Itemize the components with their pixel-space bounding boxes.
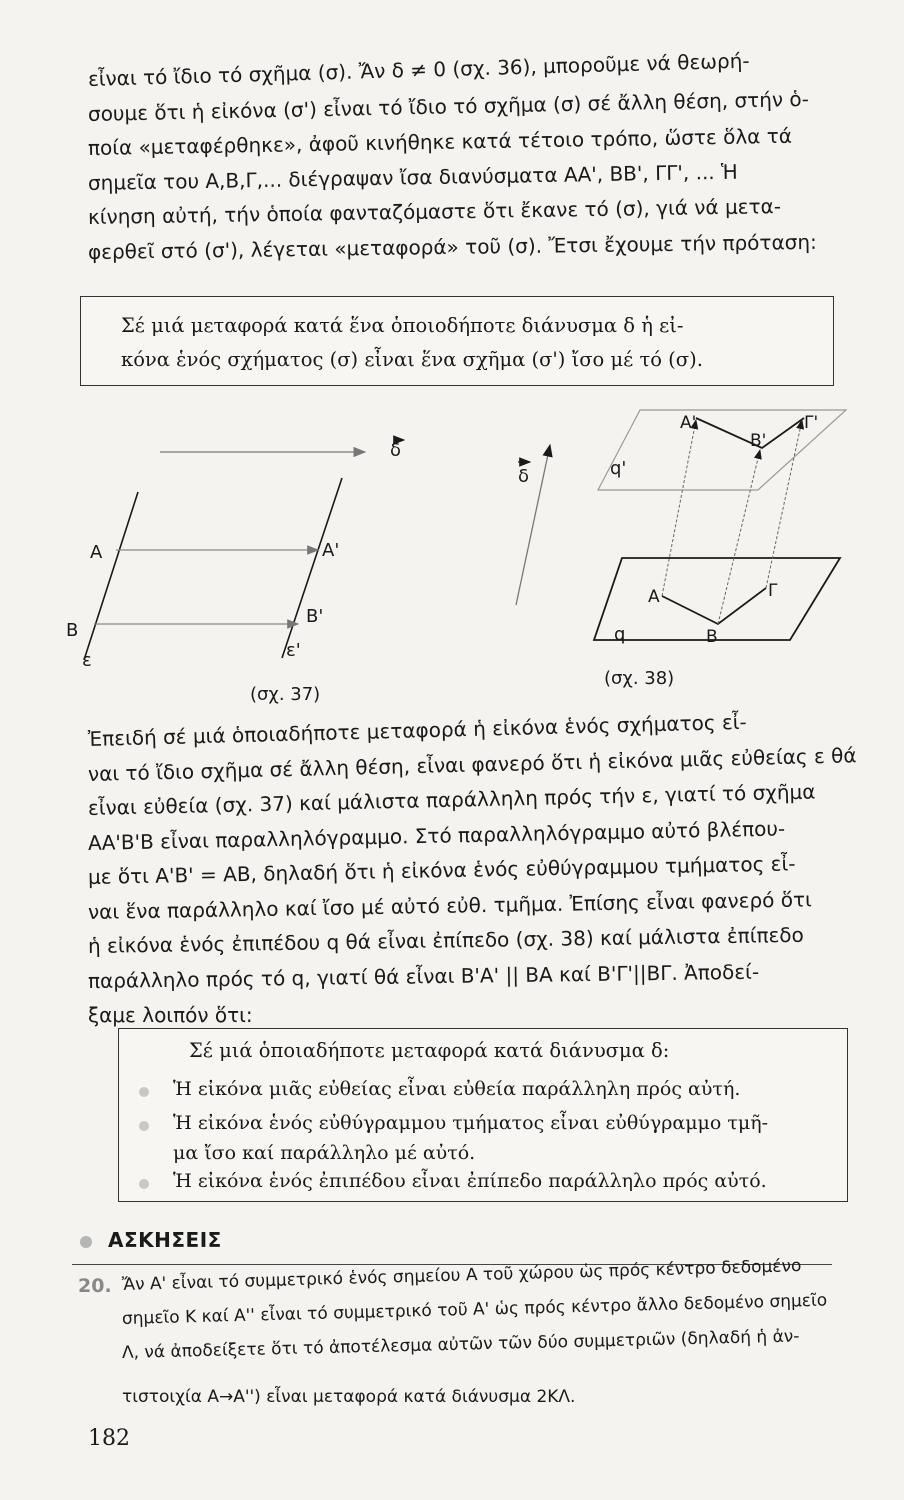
summary-item: Ἡ εἰκόνα μιᾶς εὐθείας εἶναι εὐθεία παράλληλη πρός αὐτή. [173,1078,741,1100]
summary-item: μα ἴσο καί παράλληλο μέ αὐτό. [173,1142,476,1164]
exercise-line: σημεῖο Κ καί Α'' εἶναι τό συμμετρικό τοῦ Α' ὡς πρός κέντρο ἄλλο δεδομένο σημεῖο [121,1290,828,1329]
text-line: σουμε ὅτι ἡ εἰκόνα (σ') εἶναι τό ἴδιο τό σχῆμα (σ) σέ ἄλλη θέση, στήν ὁ- [87,86,810,126]
point-A-prime-label: Α' [680,413,697,433]
line-epsilon [84,492,138,660]
text-line: με ὅτι Α'Β' = ΑΒ, δηλαδή ὅτι ἡ εἰκόνα ἑνός εὐθύγραμμου τμήματος εἶ- [87,851,796,889]
theorem-text [121,309,811,377]
figure-38 [490,400,860,670]
line-epsilon-prime [282,478,342,658]
broken-line [662,588,766,624]
point-B-prime-label: Β' [306,606,324,627]
point-A-prime-label: Α' [322,540,340,561]
epsilon-label: ε [82,650,92,671]
text-line: ἡ εἰκόνα ἑνός ἐπιπέδου q θά εἶναι ἐπίπεδο (σχ. 38) καί μάλιστα ἐπίπεδο [87,922,804,958]
exercise-text [121,1256,842,1414]
section-bullet-icon [80,1236,92,1248]
delta-label: δ [518,466,530,487]
point-B-prime-label: Β' [750,431,767,451]
exercise-line: τιστοιχία Α→Α'') εἶναι μεταφορά κατά διάνυσμα 2ΚΛ. [122,1387,576,1407]
exercises-heading: ΑΣΚΗΣΕΙΣ [108,1228,222,1252]
figure-37 [60,410,420,710]
theorem-line: Σέ μιά μεταφορά κατά ἕνα ὁποιοδήποτε διάνυσμα δ ἡ εἰ- [121,314,684,337]
summary-box [118,1028,848,1202]
exercise-number: 20. [78,1275,112,1297]
intro-paragraph [87,48,860,269]
summary-item: Ἡ εἰκόνα ἑνός ἐπιπέδου εἶναι ἐπίπεδο παράλληλο πρός αὐτό. [173,1170,767,1192]
bullet-icon [139,1179,149,1189]
page-number: 182 [88,1426,130,1451]
text-line: σημεῖα του Α,Β,Γ,... διέγραψαν ἴσα διανύσματα ΑΑ', ΒΒ', ΓΓ', ... Ἡ [87,159,738,195]
plane-q-prime-label: q' [610,458,627,479]
text-line: παράλληλο πρός τό q, γιατί θά εἶναι Β'Α' || ΒΑ καί Β'Γ'||ΒΓ. Ἀποδεί- [87,959,760,993]
summary-title: Σέ μιά ὁποιαδήποτε μεταφορά κατά διάνυσμα δ: [189,1039,670,1062]
text-line: ναι τό ἴδιο σχῆμα σέ ἄλλη θέση, εἶναι φανερό ὅτι ἡ εἰκόνα μιᾶς εὐθείας ε θά [87,742,857,786]
text-line: ναι ἕνα παράλληλο καί ἴσο μέ αὐτό εὐθ. τμῆμα. Ἐπίσης εἶναι φανερό ὅτι [87,886,813,924]
bullet-icon [139,1121,149,1131]
text-line: εἶναι εὐθεία (σχ. 37) καί μάλιστα παράλληλη πρός τήν ε, γιατί τό σχῆμα [87,779,816,820]
translation-A [662,420,696,596]
bullet-icon [139,1087,149,1097]
point-A-label: Α [90,542,103,563]
epsilon-prime-label: ε' [286,640,301,661]
point-B-label: Β [706,627,718,647]
theorem-box [80,296,834,386]
summary-item: Ἡ εἰκόνα ἑνός εὐθύγραμμου τμήματος εἶναι εὐθύγραμμο τμῆ- [173,1112,769,1134]
text-line: Ἐπειδή σέ μιά ὁποιαδήποτε μεταφορά ἡ εἰκόνα ἑνός σχήματος εἶ- [87,709,748,751]
point-G-label: Γ [768,581,778,601]
figure-38-caption: (σχ. 38) [604,668,675,689]
theorem-line: κόνα ἑνός σχήματος (σ) εἶναι ἕνα σχῆμα (σ') ἴσο μέ τό (σ). [121,348,703,371]
plane-q-label: q [614,624,626,645]
main-paragraph [87,709,860,1033]
text-line: ξαμε λοιπόν ὅτι: [88,1003,253,1027]
point-G-prime-label: Γ' [804,413,819,433]
point-A-label: Α [648,587,660,607]
translation-G [766,420,802,588]
text-line: φερθεῖ στό (σ'), λέγεται «μεταφορά» τοῦ (σ). Ἔτσι ἔχουμε τήν πρόταση: [87,229,817,264]
delta-label: δ [390,440,402,461]
point-B-label: Β [66,620,79,641]
text-line: εἶναι τό ἴδιο τό σχῆμα (σ). Ἄν δ ≠ 0 (σχ. 36), μποροῦμε νά θεωρή- [87,48,750,91]
exercise-line: Ἄν Α' εἶναι τό συμμετρικό ἑνός σημείου Α τοῦ χώρου ὡς πρός κέντρο δεδομένο [121,1256,802,1295]
text-line: κίνηση αὐτή, τήν ὁποία φανταζόμαστε ὅτι ἔκανε τό (σ), γιά νά μετα- [87,194,782,229]
exercise-line: Λ, νά ἀποδείξετε ὅτι τό ἀποτέλεσμα αὐτῶν τῶν δύο συμμετριῶν (δηλαδή ἡ ἀν- [121,1326,800,1363]
figure-37-caption: (σχ. 37) [250,684,321,705]
text-line: ΑΑ'Β'Β εἶναι παραλληλόγραμμο. Στό παραλληλόγραμμο αὐτό βλέπου- [87,815,786,855]
text-line: ποία «μεταφέρθηκε», ἀφοῦ κινήθηκε κατά τέτοιο τρόπο, ὥστε ὅλα τά [87,123,793,160]
